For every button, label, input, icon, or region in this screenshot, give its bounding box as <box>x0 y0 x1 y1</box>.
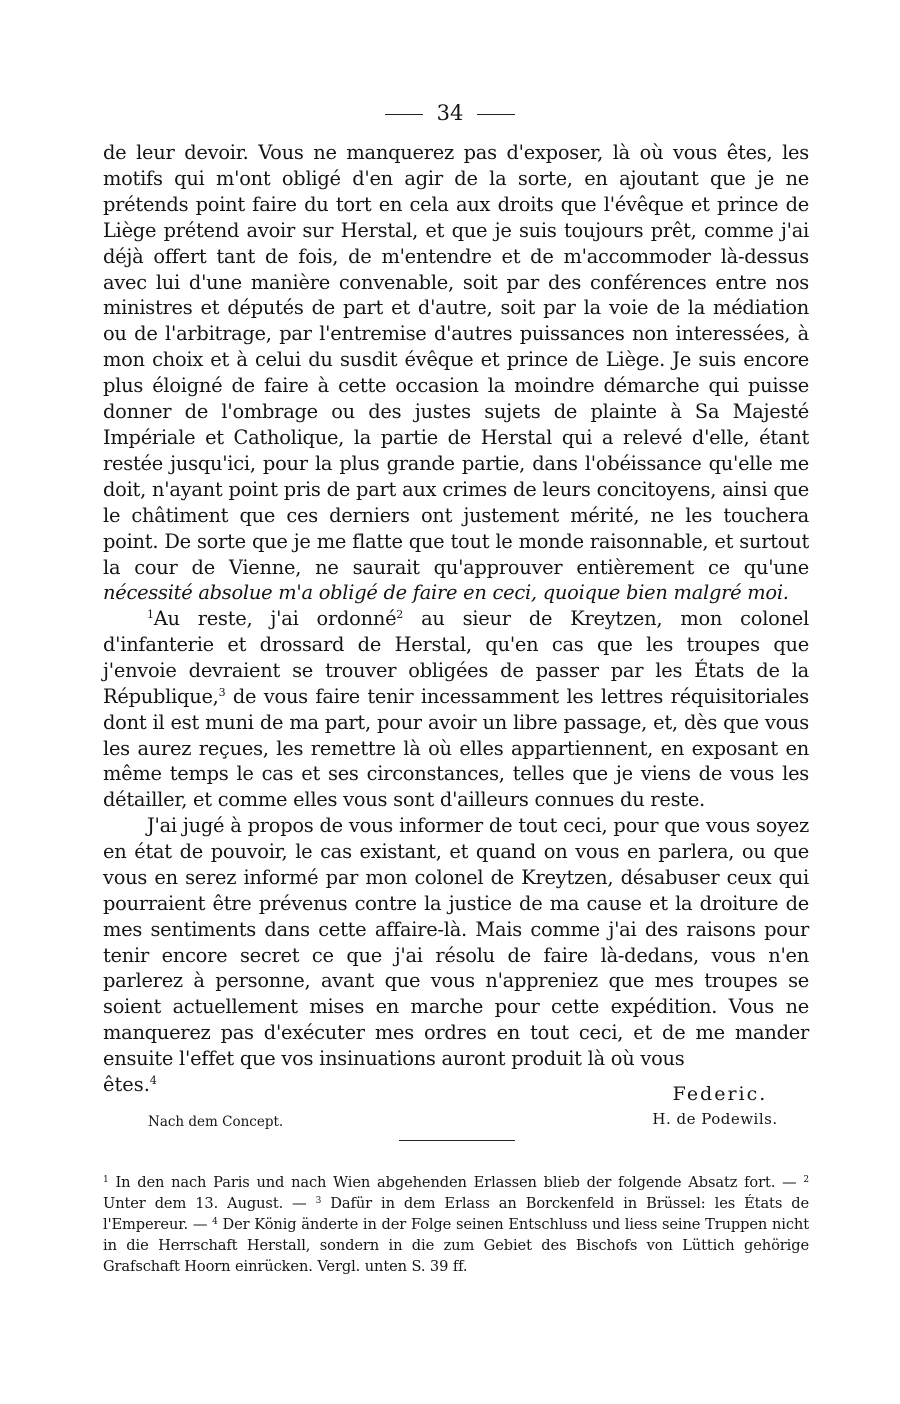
letter-paragraph-1 <box>103 140 809 606</box>
footnote-mark-3: 3 <box>315 1196 322 1206</box>
footnote-mark-2: 2 <box>803 1175 809 1185</box>
footnote-ref-1: 1 <box>147 608 154 621</box>
page-number-dash-left <box>385 114 423 115</box>
footnote-2-text: Unter dem 13. August. — <box>103 1195 316 1212</box>
page-number-value: 34 <box>436 101 464 125</box>
footnote-ref-3: 3 <box>218 685 226 699</box>
footnote-mark-1: 1 <box>103 1175 109 1185</box>
countersignature: H. de Podewils. <box>652 1110 778 1128</box>
source-note: Nach dem Concept. <box>148 1114 284 1130</box>
footnote-ref-4: 4 <box>149 1074 157 1087</box>
paragraph-3-text: J'ai jugé à propos de vous informer de tout ceci, pour que vous soyez en état de pouvoir, le cas existant, et quand on vous en parlera, ou que vous en serez informé par mon colonel de Kreytzen, désabuser ceux qui pourraient être prévenus contre la justice de ma cause et la droiture de mes sentiments dans cette affaire-là. Mais comme j'ai des raisons pour tenir encore secret ce que j'ai résolu de faire là-dedans, vous n'en parlerez à personne, avant que vous n'appreniez que mes troupes se soient actuellement mises en marche pour cette expédition. Vous ne manquerez pas d'exécuter mes ordres en tout ceci, et de me mander ensuite l'effet que vos insinuations auront produit là où vous <box>103 814 809 1071</box>
letter-closing-line <box>103 1072 157 1098</box>
paragraph-1-text: de leur devoir. Vous ne manquerez pas d'exposer, là où vous êtes, les motifs qui m'ont obligé d'en agir de la sorte, en ajoutant que je ne prétends point faire du tort en cela aux droits que l'évêque et prince de Liège prétend avoir sur Herstal, et que je suis toujours prêt, comme j'ai déjà offert tant de fois, de m'entendre et de m'accommoder là-dessus avec lui d'une manière convenable, soit par des conférences entre nos ministres et députés de part et d'autre, soit par la voie de la médiation ou de l'arbitrage, par l'entremise d'autres puissances non interessées, à mon choix et à celui du susdit évêque et prince de Liège. Je suis encore plus éloigné de faire à cette occasion la moindre démarche qui puisse donner de l'ombrage ou des justes sujets de plainte à Sa Majesté Impériale et Catholique, la partie de Herstal qui a relevé d'elle, étant restée jusqu'ici, pour la plus grande partie, dans l'obéissance qu'elle me doit, n'ayant point pris de part aux crimes de leurs concitoyens, ainsi que le châtiment que ces derniers ont justement mérité, ne les touchera point. De sorte que je me flatte que tout le monde raisonnable, et surtout la cour de Vienne, ne saurait qu'approuver entièrement ce qu'une <box>103 141 809 579</box>
footnote-mark-4: 4 <box>212 1217 218 1227</box>
closing-word: êtes. <box>103 1073 150 1096</box>
footnote-ref-2: 2 <box>396 608 404 621</box>
footnotes <box>103 1172 809 1277</box>
footnote-1-text: In den nach Paris und nach Wien abgehenden Erlassen blieb der folgende Absatz fort. — <box>108 1174 804 1191</box>
footnote-4-text: Der König änderte in der Folge seinen Entschluss und liess seine Truppen nicht in die Herrschaft Herstall, sondern in die zum Gebiet des Bischofs von Lüttich gehörige Grafschaft Hoorn einrücken. Vergl. unten S. 39 ff. <box>103 1216 809 1275</box>
letter-paragraph-3 <box>103 813 809 1072</box>
footnote-separator <box>399 1140 515 1141</box>
page-number-dash-right <box>477 114 515 115</box>
footnote-3-text: Dafür in dem Erlass an Borckenfeld in Brüssel: les États de l'Empereur. — <box>103 1195 810 1233</box>
paragraph-2-text-a: Au reste, j'ai ordonné <box>153 607 397 630</box>
paragraph-1-italic-text: nécessité absolue m'a obligé de faire en ceci, quoique bien malgré moi. <box>103 581 789 605</box>
paragraph-2-text-c: de vous faire tenir incessamment les lettres réquisitoriales dont il est muni de ma part, pour avoir un libre passage, et, dès que vous les aurez reçues, les remettre là où elles appartiennent, en exposant en même temps le cas et ses circonstances, telles que je viens de vous les détailler, et comme elles vous sont d'ailleurs connues du reste. <box>103 684 809 812</box>
signature: Federic. <box>672 1083 768 1105</box>
page-number <box>0 100 900 126</box>
paragraph-2-text-b: au sieur de Kreytzen, mon colonel d'infanterie et drossard de Herstal, qu'en cas que les troupes que j'envoie devraient se trouver obligées de passer par les États de la République, <box>103 607 809 708</box>
letter-paragraph-2 <box>103 606 809 813</box>
